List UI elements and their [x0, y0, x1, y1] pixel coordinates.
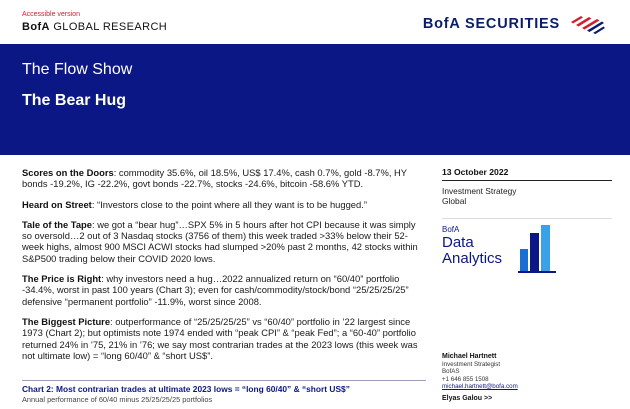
paragraph-body: : why investors need a hug…2022 annualized return on “60/40” portfolio -34.4%, worst in past 100 years (Chart 3); even for cash/commodity/stock/bond “25/25/25/25” defensive “permanent portfolio” -11.9%, worst since 2008. — [22, 273, 409, 307]
paragraph-lead: Heard on Street — [22, 198, 92, 210]
research-brand: BofA — [22, 21, 50, 33]
report-region: Global — [442, 196, 467, 206]
paragraph-picture — [22, 316, 426, 361]
brand-name: BofA SECURITIES — [422, 16, 560, 32]
paragraph-body: : we got a “bear hug”…SPX 5% in 5 hours after hot CPI because it was simply so oversold…2 out of 3 Nasdaq stocks (3756 of them) this week traded >33% below their 52-week highs, almost 900 MSCI ACWI stocks had slumped >20% past 2 months, 42 stocks within S&P500 trading below their COVID 2020 lows. — [22, 218, 418, 264]
paragraph-scores — [22, 167, 426, 190]
sidebar — [442, 167, 612, 266]
report-category: Investment Strategy — [442, 186, 517, 196]
bofa-flag-icon — [568, 13, 606, 35]
analyst-phone: +1 646 855 1508 — [442, 375, 489, 383]
data-analytics-brand: BofA — [442, 225, 460, 234]
chart-caption-title: Chart 2: Most contrarian trades at ultimate 2023 lows = “long 60/40” & “short US$” — [22, 384, 350, 394]
paragraph-price — [22, 273, 426, 307]
data-analytics-logo — [442, 218, 612, 266]
paragraph-lead: The Price is Right — [22, 273, 102, 285]
series-title: The Flow Show — [22, 61, 133, 78]
next-analyst-link[interactable]: Elyas Galou >> — [442, 395, 493, 403]
data-analytics-word2: Analytics — [442, 250, 503, 267]
main-column — [22, 167, 426, 370]
top-header — [0, 0, 630, 44]
data-analytics-bars-icon — [518, 223, 556, 277]
paragraph-body: : “Investors close to the point where all they want is to be hugged.” — [91, 198, 367, 210]
research-label — [22, 21, 167, 33]
research-name: GLOBAL RESEARCH — [53, 21, 168, 33]
accessible-version-label: Accessible version — [22, 11, 80, 18]
chart-caption — [22, 380, 426, 404]
document-title: The Bear Hug — [22, 92, 127, 109]
paragraph-lead: The Biggest Picture — [22, 315, 111, 327]
report-date: 13 October 2022 — [442, 167, 612, 181]
paragraph-tape — [22, 219, 426, 264]
paragraph-body: : outperformance of “25/25/25/25” vs “60/40” portfolio in ’22 largest since 1973 (Chart 2); but optimists note 1974 ended with “peak CPI” & “peak Fed”; a “60-40” portfolio returned 24% in ’75, 21% in ’76; we say most contrarian trades at the 2023 lows (this week was not ultimate low) = “long 60/40” & “short US$”. — [22, 315, 418, 361]
analyst-email-link[interactable]: michael.hartnett@bofa.com — [442, 382, 518, 390]
analyst-name: Michael Hartnett — [442, 353, 497, 360]
title-banner — [0, 44, 630, 155]
paragraph-lead: Scores on the Doors — [22, 167, 114, 178]
paragraph-body: : commodity 35.6%, oil 18.5%, US$ 17.4%, cash 0.7%, gold -8.7%, HY bonds -19.2%, IG -22.2%, govt bonds -22.7%, stocks -24.6%, bitcoin -58.6% YTD. — [22, 167, 407, 190]
analyst-role: Investment Strategist — [442, 361, 501, 368]
data-analytics-word1: Data — [442, 234, 474, 251]
analyst-block — [442, 353, 612, 403]
chart-caption-subtitle: Annual performance of 60/40 minus 25/25/25/25 portfolios — [22, 395, 213, 404]
paragraph-lead: Tale of the Tape — [22, 218, 92, 230]
brand-logo — [423, 13, 606, 35]
analyst-firm: BofAS — [442, 368, 460, 376]
paragraph-heard — [22, 199, 426, 210]
